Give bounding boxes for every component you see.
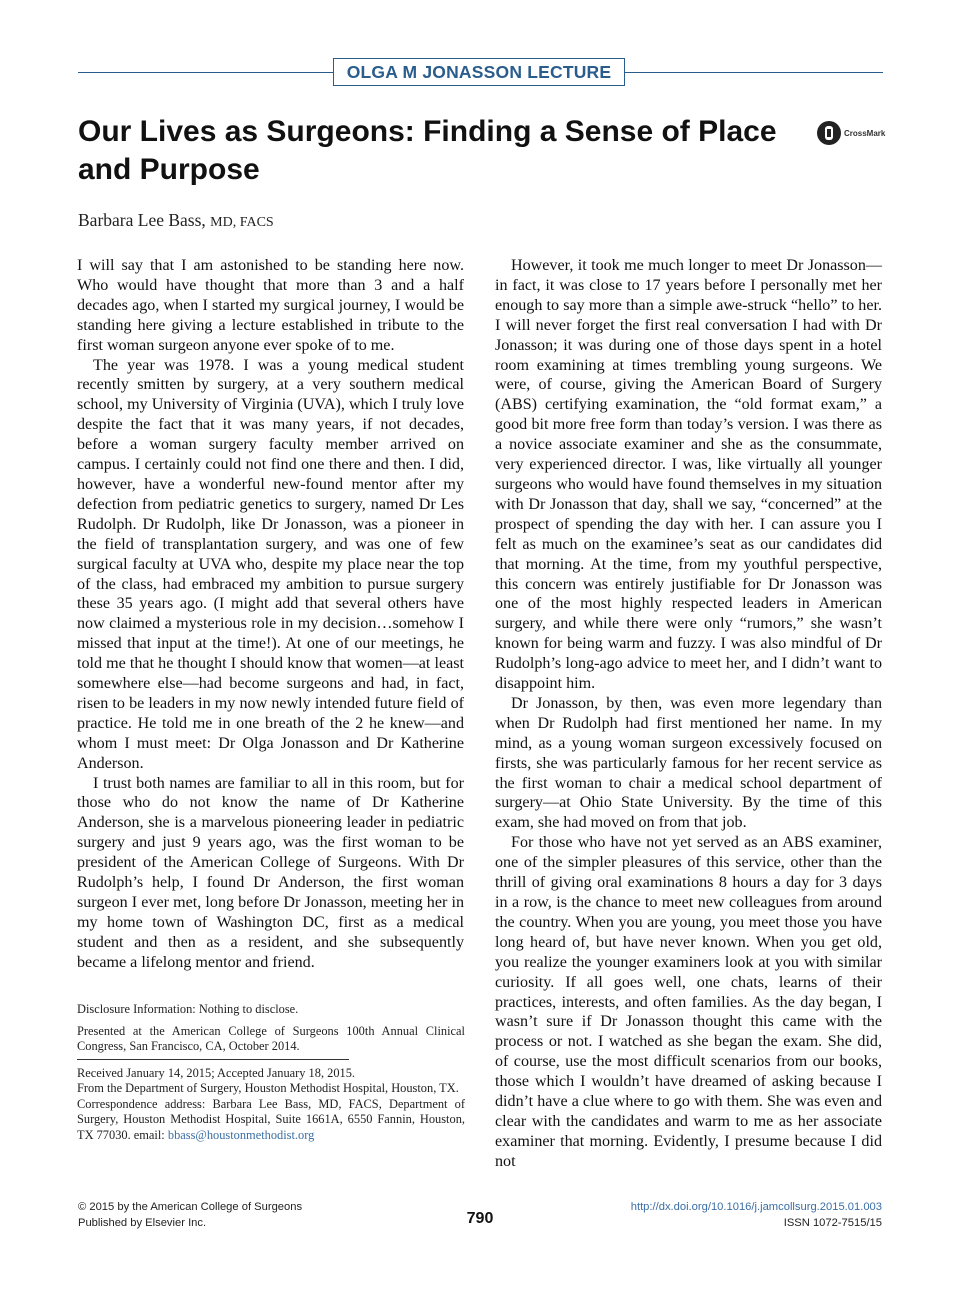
received-note: Received January 14, 2015; Accepted January 18, 2015. xyxy=(77,1065,356,1080)
paragraph: However, it took me much longer to meet Dr Jonasson—in fact, it was close to 17 years before I personally met her enough to say more than a simple awe-struck “hello” to her. I will never forget the first real conversation I had with Dr Jonasson; it was during one of those days spent in a hotel room examining at times trembling young surgeons. We were, of course, giving the American Board of Surgery (ABS) certifying examination, the “old format exam,” a good bit more free form than today’s version. I was there as a novice associate examiner and she as the consummate, very experienced director. I was, like virtually all younger surgeons who would have found themselves in my situation with Dr Jonasson that day, shall we say, “concerned” at the prospect of spending the day with her. I can assure you I felt as much on the examinee’s seat as our candidates did that morning. At the time, from my youthful perspective, this concern was entirely justifiable for Dr Jonasson was one of the most highly respected leaders in American surgery, and while there were only “rumors,” she wasn’t known for being warm and fuzzy. I was also mindful of Dr Rudolph’s long-ago advice to meet her, and I didn’t want to disappoint him. xyxy=(495,257,882,693)
correspondence-note xyxy=(77,1097,465,1144)
article-notes xyxy=(77,1002,465,1143)
paragraph: For those who have not yet served as an ABS examiner, one of the simpler pleasures of this service, other than the thrill of giving oral examinations 8 hours a day for 3 days in a row, is the chance to meet new colleagues from around the country. When you are young, you meet those you have long heard of, but have never known. When you get old, you realize the younger examiners look at you with similar curiosity. If all goes well, one chats, learns of their practices, interests, and often families. As the day began, I wasn’t sure if Dr Jonasson thought this came with the process or not. I watched as she began the exam. She did, of course, use the most difficult scenarios from our books, those which I wouldn’t have dreamed of asking because I didn’t have a clue where to go with them. She was even and clear with the candidates and warm to me as her associate examiner that morning. Evidently, I presume because I did not xyxy=(495,834,882,1170)
body-left-column xyxy=(77,256,464,973)
title-line-2: and Purpose xyxy=(78,153,260,186)
header-rule-left xyxy=(78,72,333,73)
doi-link[interactable]: http://dx.doi.org/10.1016/j.jamcollsurg.2015.01.003 xyxy=(630,1201,882,1213)
issn-text: ISSN 1072-7515/15 xyxy=(783,1216,882,1229)
header-rule-right xyxy=(625,72,883,73)
crossmark-badge[interactable] xyxy=(817,121,887,147)
paragraph: Dr Jonasson, by then, was even more legendary than when Dr Rudolph had first mentioned her name. In my mind, as a young woman surgeon excessively focused on firsts, she was particularly famous for her recent service as the first woman to chair a medical school department of surgery—at Ohio State University. By the time of this exam, she had moved on from that job. xyxy=(495,694,882,832)
affiliation-note: From the Department of Surgery, Houston Methodist Hospital, Houston, TX. xyxy=(77,1081,459,1095)
publisher-text: Published by Elsevier Inc. xyxy=(78,1216,207,1229)
lecture-label: OLGA M JONASSON LECTURE xyxy=(333,58,625,86)
email-link[interactable]: bbass@houstonmethodist.org xyxy=(167,1127,315,1142)
paragraph: The year was 1978. I was a young medical student recently smitten by surgery, at a very southern medical school, my University of Virginia (UVA), which I truly love despite the fact that it was many years, if not decades, before a woman surgery faculty member arrived on campus. I certainly could not find one there and then. I did, however, have a wonderful new-found mentor after my defection from pediatric genetics to surgery, named Dr Les Rudolph. Dr Rudolph, like Dr Jonasson, was a pioneer in the field of transplantation surgery, and was one of few surgical faculty at UVA who, despite my place near the top of the class, had embraced my ambition to pursue surgery these 35 years ago. (I might add that several others have now claimed a mysterious role in my decision…somehow I missed that input at the time!). At one of our meetings, he told me that he thought I should know that women—at least somewhere else—had become surgeons and had, in fact, risen to be leaders in my now newly intended future field of practice. He told me in one breath of the 2 he knew—and whom I must meet: Dr Olga Jonasson and Dr Katherine Anderson. xyxy=(77,356,464,772)
author-name: Barbara Lee Bass, xyxy=(78,210,206,230)
article-title xyxy=(78,113,808,189)
notes-divider xyxy=(77,1059,349,1060)
author-line xyxy=(78,210,274,231)
page-number: 790 xyxy=(466,1210,494,1227)
author-degrees: MD, FACS xyxy=(210,215,274,230)
footer-right xyxy=(631,1200,882,1231)
paragraph: I will say that I am astonished to be standing here now. Who would have thought that more than 3 and a half decades ago, when I started my surgical journey, I would be standing here giving a lecture established in tribute to the first woman surgeon anyone ever spoke of to me. xyxy=(77,257,464,354)
disclosure-note: Disclosure Information: Nothing to disclose. xyxy=(77,1002,299,1016)
correspondence-text: Correspondence address: Barbara Lee Bass, MD, FACS, Department of Surgery, Houston Methodist Hospital, Suite 1661A, 6550 Fannin, Houston, TX 77030. email: xyxy=(77,1096,465,1142)
title-line-1: Our Lives as Surgeons: Finding a Sense of Place xyxy=(78,115,777,148)
paragraph: I trust both names are familiar to all in this room, but for those who do not know the name of Dr Katherine Anderson, she is a marvelous pioneering leader in pediatric surgery and just 9 years ago, was the first woman to be president of the American College of Surgeons. With Dr Rudolph’s help, I found Dr Anderson, the first woman surgeon I ever met, long before Dr Jonasson, meeting her in my home town of Washington DC, first as a medical student and then as a resident, and she subsequently became a lifelong mentor and friend. xyxy=(77,774,464,971)
copyright-text: © 2015 by the American College of Surgeons xyxy=(78,1201,303,1213)
presented-note: Presented at the American College of Surgeons 100th Annual Clinical Congress, San Francisco, CA, October 2014. xyxy=(77,1023,465,1053)
crossmark-icon xyxy=(817,121,841,145)
body-right-column xyxy=(495,256,882,1172)
crossmark-label: CrossMark xyxy=(844,129,886,138)
